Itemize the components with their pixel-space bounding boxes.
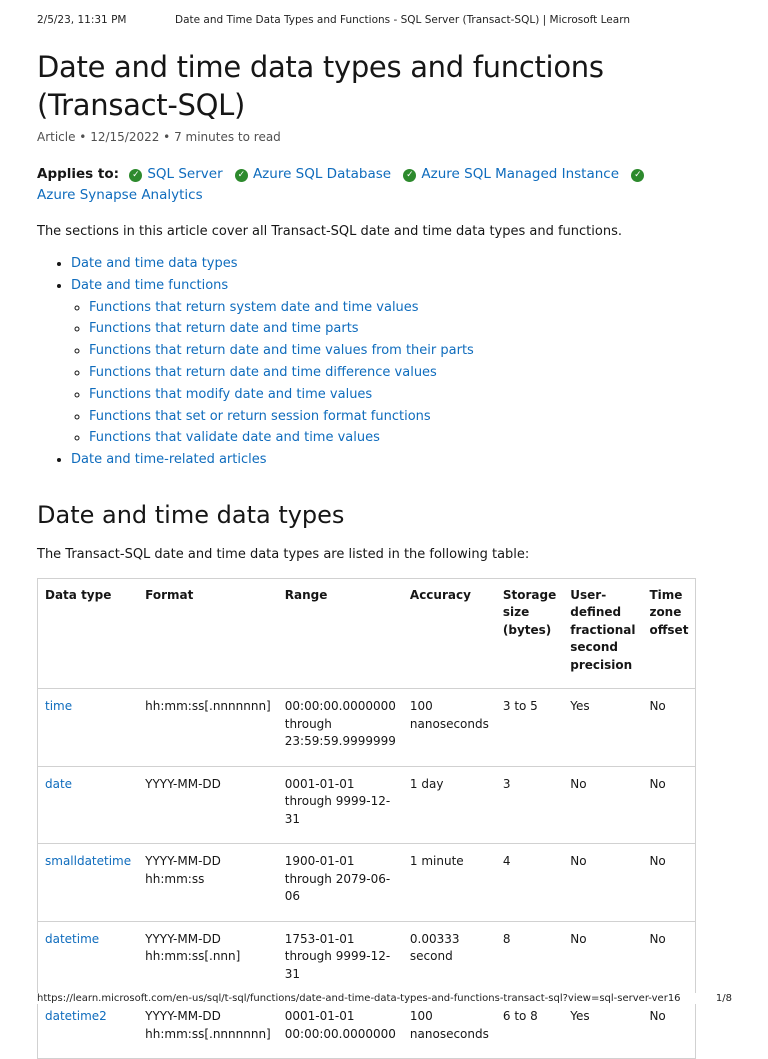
check-circle-icon: ✓ [631,169,644,182]
toc-link-system-values[interactable]: Functions that return system date and time values [89,299,419,315]
applies-azure-sql-mi-link[interactable]: Azure SQL Managed Instance [421,166,620,182]
table-cell: No [570,931,587,946]
table-cell: 3 to 5 [502,699,538,714]
table-cell [38,921,139,999]
applies-to [37,164,737,206]
column-header: Storage size (bytes) [502,587,557,637]
table-cell: 1 minute [409,854,464,869]
toc-link-from-parts[interactable]: Functions that return date and time values from their parts [89,343,474,359]
data-type-link-time[interactable]: time [45,699,73,714]
print-footer [37,993,732,1004]
table-cell: No [570,776,587,791]
table-cell: 100 nanoseconds [409,1009,489,1041]
print-url: https://learn.microsoft.com/en-us/sql/t-sql/functions/date-and-time-data-types-and-functions-transact-sql?view=sql-server-ver16 [37,993,681,1004]
data-type-link-date[interactable]: date [45,776,73,791]
table-cell: YYYY-MM-DD [145,776,221,791]
table-row [38,689,696,767]
applies-azure-sql-database-link[interactable]: Azure SQL Database [252,166,392,182]
table-cell: 100 nanoseconds [409,699,489,731]
table-cell: YYYY-MM-DD hh:mm:ss [145,854,221,886]
table-cell: YYYY-MM-DD hh:mm:ss[.nnn] [145,931,241,964]
toc-item [71,253,737,275]
toc-subitem [89,318,737,340]
table-cell [38,766,139,844]
table-cell [38,999,139,1059]
table-cell: No [649,1009,666,1024]
section-heading: Date and time data types [37,500,345,529]
print-timestamp: 2/5/23, 11:31 PM [37,14,127,26]
toc-item [71,275,737,449]
toc-link-validate[interactable]: Functions that validate date and time values [89,430,380,446]
table-cell: 0001-01-01 through 9999-12-31 [284,776,391,826]
table-cell: 0.00333 second [409,931,460,964]
table-cell: 6 to 8 [502,1009,538,1024]
data-types-table [37,578,696,1059]
table-cell [38,844,139,922]
toc-link-functions[interactable]: Date and time functions [71,277,229,293]
table-row [38,999,696,1059]
toc-link-data-types[interactable]: Date and time data types [71,256,238,271]
table-cell: YYYY-MM-DD hh:mm:ss[.nnnnnnn] [145,1009,271,1041]
toc-subitem [89,384,737,406]
column-header: Range [284,587,328,602]
table-intro: The Transact-SQL date and time data types are listed in the following table: [37,546,530,562]
table-cell: 8 [502,931,511,946]
table-cell: No [649,699,666,714]
column-header: User-defined fractional second precision [570,587,636,672]
table-cell: No [649,854,666,869]
toc-subitem [89,406,737,428]
toc-link-difference[interactable]: Functions that return date and time difference values [89,364,437,380]
check-circle-icon: ✓ [129,169,142,182]
table-cell: 00:00:00.0000000 through 23:59:59.9999999 [284,699,396,749]
toc-subitem [89,427,737,449]
table-cell: Yes [570,1009,590,1024]
toc-link-parts[interactable]: Functions that return date and time parts [89,321,359,337]
table-cell: 1753-01-01 through 9999-12-31 [284,931,391,981]
table-cell: No [570,854,587,869]
table-cell [38,689,139,767]
check-circle-icon: ✓ [403,169,416,182]
applies-sql-server-link[interactable]: SQL Server [147,166,223,182]
toc-link-related[interactable]: Date and time-related articles [71,452,267,468]
table-of-contents [37,253,737,471]
table-row [38,844,696,922]
table-cell: Yes [570,699,590,714]
column-header: Format [145,587,194,602]
table-cell: 1900-01-01 through 2079-06-06 [284,854,391,904]
column-header: Data type [45,587,112,602]
table-header-row [38,578,696,689]
table-cell: 4 [502,854,511,869]
print-header [37,14,728,26]
intro-paragraph: The sections in this article cover all Transact-SQL date and time data types and functions. [37,224,622,239]
column-header: Time zone offset [649,587,689,637]
table-row [38,921,696,999]
toc-link-session-format[interactable]: Functions that set or return session format functions [89,408,431,424]
data-type-link-smalldatetime[interactable]: smalldatetime [45,854,132,869]
toc-link-modify[interactable]: Functions that modify date and time values [89,386,373,402]
print-page-title: Date and Time Data Types and Functions - SQL Server (Transact-SQL) | Microsoft Learn [175,14,630,26]
toc-sublist [71,297,737,450]
table-cell: No [649,776,666,791]
table-cell: 0001-01-01 00:00:00.0000000 [284,1009,396,1041]
column-header: Accuracy [409,587,471,602]
applies-azure-synapse-link[interactable]: Azure Synapse Analytics [37,187,203,203]
print-page-number: 1/8 [715,993,732,1004]
table-cell: 3 [502,776,511,791]
toc-subitem [89,340,737,362]
toc-subitem [89,362,737,384]
data-type-link-datetime[interactable]: datetime [45,931,100,946]
data-type-link-datetime2[interactable]: datetime2 [45,1009,107,1024]
toc-subitem [89,297,737,319]
table-cell: hh:mm:ss[.nnnnnnn] [145,699,271,714]
article-meta: Article • 12/15/2022 • 7 minutes to read [37,130,281,144]
table-cell: 1 day [409,776,444,791]
toc-item [71,449,737,471]
page-title: Date and time data types and functions (Transact-SQL) [37,50,604,122]
check-circle-icon: ✓ [235,169,248,182]
table-row [38,766,696,844]
article-content [37,48,737,1059]
table-cell: No [649,931,666,946]
applies-to-label: Applies to: [37,166,120,182]
